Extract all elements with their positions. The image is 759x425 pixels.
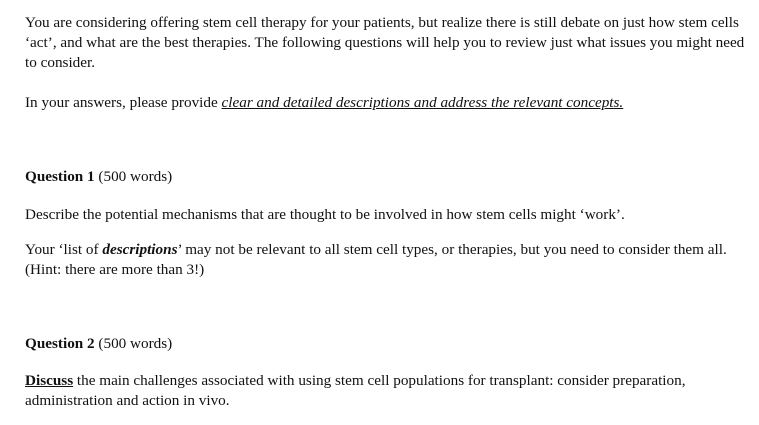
intro-text: You are considering offering stem cell therapy for your patients, but realize there is still debate on just how stem cells ‘act’, and what are the best therapies. The following questions will help you to review just what issues you might need to consider. bbox=[25, 14, 745, 71]
answers-instruction bbox=[25, 93, 750, 113]
question-2-prompt bbox=[25, 371, 750, 411]
question-1-note-emphasis: descriptions bbox=[102, 241, 178, 258]
question-1-note bbox=[25, 240, 750, 280]
question-1-note-prefix: Your ‘list of bbox=[25, 241, 103, 258]
question-1-prompt-text: Describe the potential mechanisms that are thought to be involved in how stem cells might ‘work’. bbox=[25, 206, 625, 223]
answers-prefix: In your answers, please provide bbox=[25, 94, 222, 111]
question-1-note-suffix: ’ may not be relevant to all stem cell types, or therapies, but you need to consider them all. (Hint: there are more than 3!) bbox=[25, 241, 727, 278]
question-2-prompt-rest: the main challenges associated with using stem cell populations for transplant: consider preparation, administration and action in vivo. bbox=[25, 372, 686, 409]
question-2-prompt-emphasis: Discuss bbox=[25, 372, 74, 389]
question-2-words: (500 words) bbox=[94, 335, 173, 352]
question-1-heading bbox=[25, 167, 750, 187]
question-1-prompt bbox=[25, 205, 750, 225]
intro-paragraph bbox=[25, 13, 750, 73]
question-2-label: Question 2 bbox=[25, 335, 95, 352]
question-1-words: (500 words) bbox=[94, 168, 173, 185]
answers-emphasis: clear and detailed descriptions and address the relevant concepts. bbox=[221, 94, 624, 111]
question-1-label: Question 1 bbox=[25, 168, 95, 185]
question-2-heading bbox=[25, 334, 750, 354]
